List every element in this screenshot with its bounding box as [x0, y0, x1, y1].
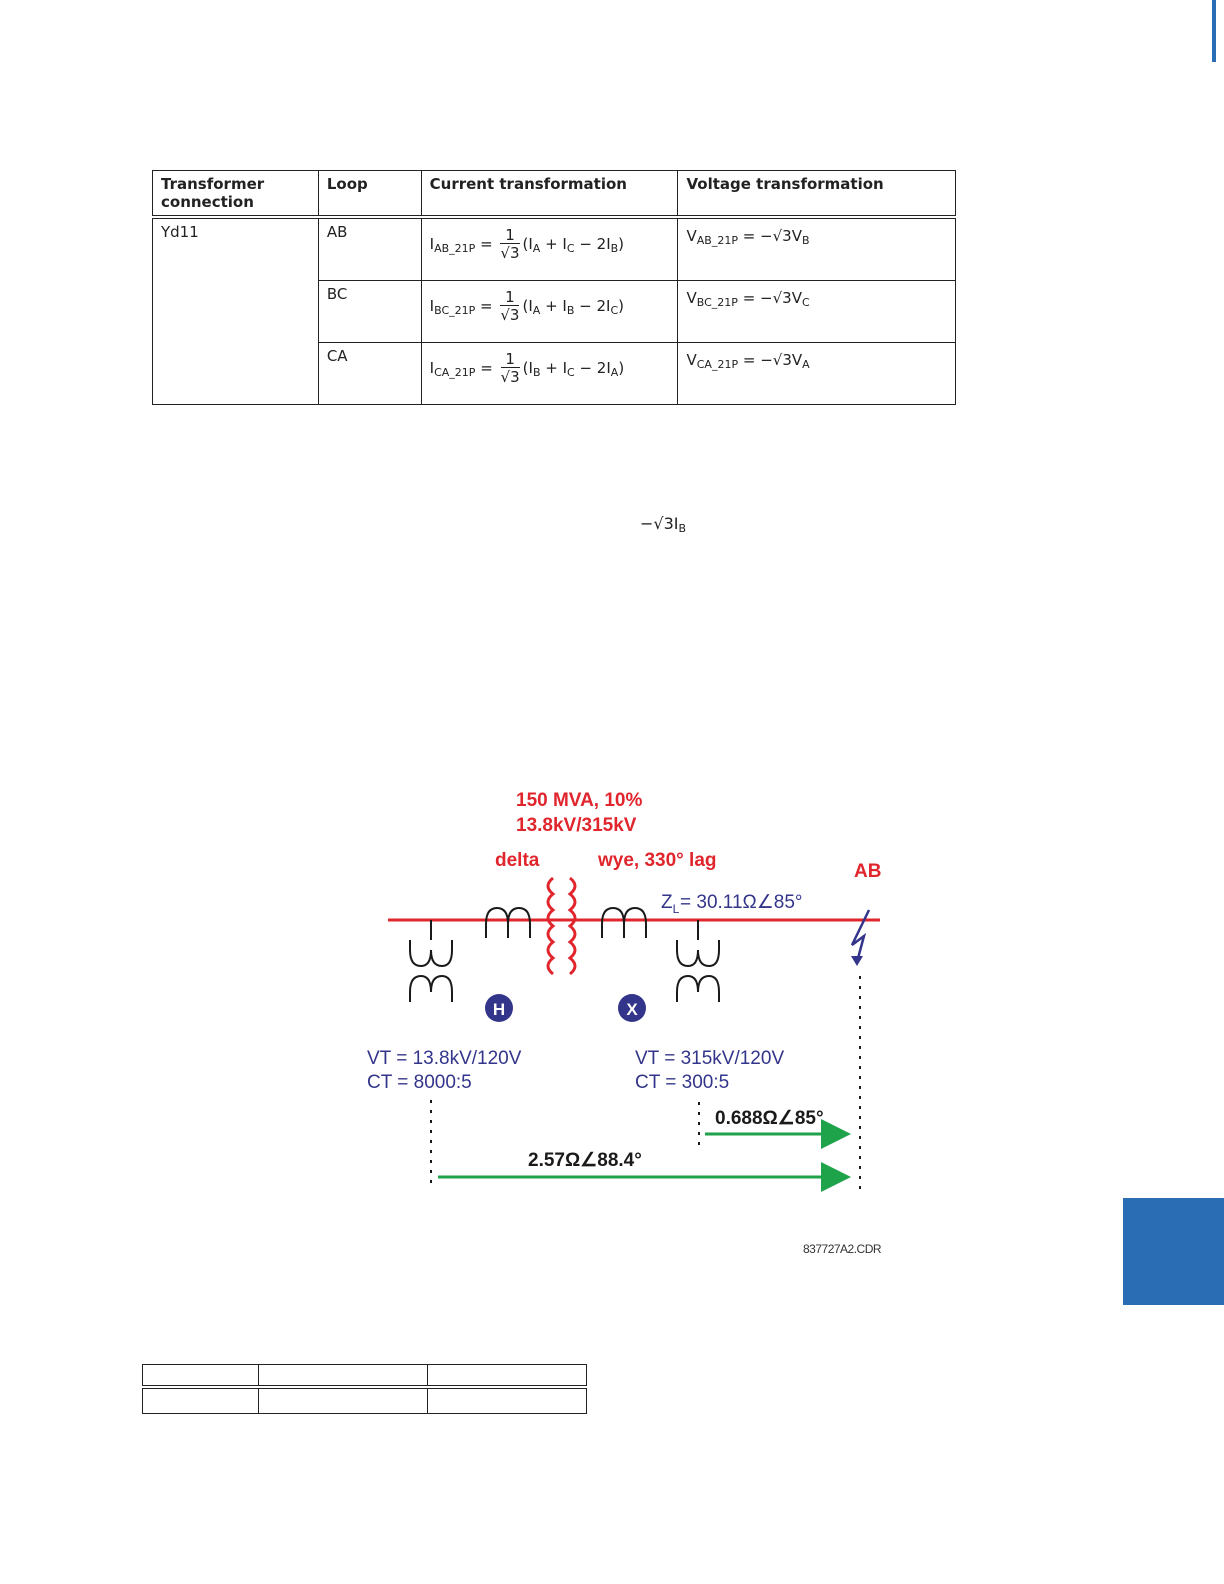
bus-x-label: X	[626, 1000, 638, 1019]
x-ct-ratio: CT = 300:5	[635, 1072, 730, 1093]
current-equation: $I_{CA\_21P}$ = $\frac{1}{√3}$ $(I_B + I_C - 2I_A)$	[421, 343, 678, 405]
inline-equation-subscript: B	[678, 522, 687, 535]
table-header-row	[143, 1365, 587, 1388]
line-impedance-value: = 30.11Ω∠85°	[680, 892, 803, 913]
top-edge-marker	[1212, 0, 1216, 62]
line-impedance-symbol: $Z_L$	[661, 892, 680, 916]
header-voltage-transformation: Voltage transformation	[678, 171, 956, 218]
figure-code: 837727A2.CDR	[803, 1242, 882, 1256]
h-vt-ratio: VT = 13.8kV/120V	[367, 1048, 522, 1069]
vt-symbols	[410, 920, 719, 1002]
voltage-equation: $V_{AB\_21P} = -√3V_B$	[678, 217, 956, 281]
loop-cell: BC	[318, 281, 421, 343]
inline-equation: $-√3I_B$	[640, 514, 687, 535]
h-ct-ratio: CT = 8000:5	[367, 1072, 472, 1093]
loop-cell: CA	[318, 343, 421, 405]
x-reach-value: 0.688Ω∠85°	[715, 1108, 824, 1129]
rating-line-2: 13.8kV/315kV	[516, 815, 637, 836]
transformation-table	[152, 170, 956, 405]
connection-cell: Yd11	[153, 217, 319, 405]
transformer-icon	[548, 878, 575, 974]
x-vt-ratio: VT = 315kV/120V	[635, 1048, 785, 1069]
secondary-winding-label: wye, 330° lag	[598, 850, 717, 871]
voltage-equation: $V_{CA\_21P} = -√3V_A$	[678, 343, 956, 405]
primary-winding-label: delta	[495, 850, 540, 871]
header-transformer-connection: Transformer connection	[153, 171, 319, 218]
rating-line-1: 150 MVA, 10%	[516, 790, 643, 811]
transformer-fault-diagram	[360, 780, 900, 1200]
empty-table	[142, 1364, 587, 1414]
fault-lightning-icon	[851, 910, 869, 966]
current-equation: $I_{AB\_21P}$ = $\frac{1}{√3}$ $(I_A + I_C - 2I_B)$	[421, 217, 678, 281]
voltage-equation: $V_{BC\_21P} = -√3V_C$	[678, 281, 956, 343]
header-current-transformation: Current transformation	[421, 171, 678, 218]
fault-label: AB	[854, 861, 882, 882]
chapter-tab	[1123, 1198, 1224, 1305]
table-header-row	[153, 171, 956, 218]
header-loop: Loop	[318, 171, 421, 218]
h-reach-value: 2.57Ω∠88.4°	[528, 1150, 642, 1171]
loop-cell: AB	[318, 217, 421, 281]
ct-coils	[486, 908, 646, 938]
bus-h-label: H	[492, 1000, 506, 1019]
table-row	[153, 217, 956, 281]
table-row	[143, 1387, 587, 1414]
current-equation: $I_{BC\_21P}$ = $\frac{1}{√3}$ $(I_A + I_B - 2I_C)$	[421, 281, 678, 343]
